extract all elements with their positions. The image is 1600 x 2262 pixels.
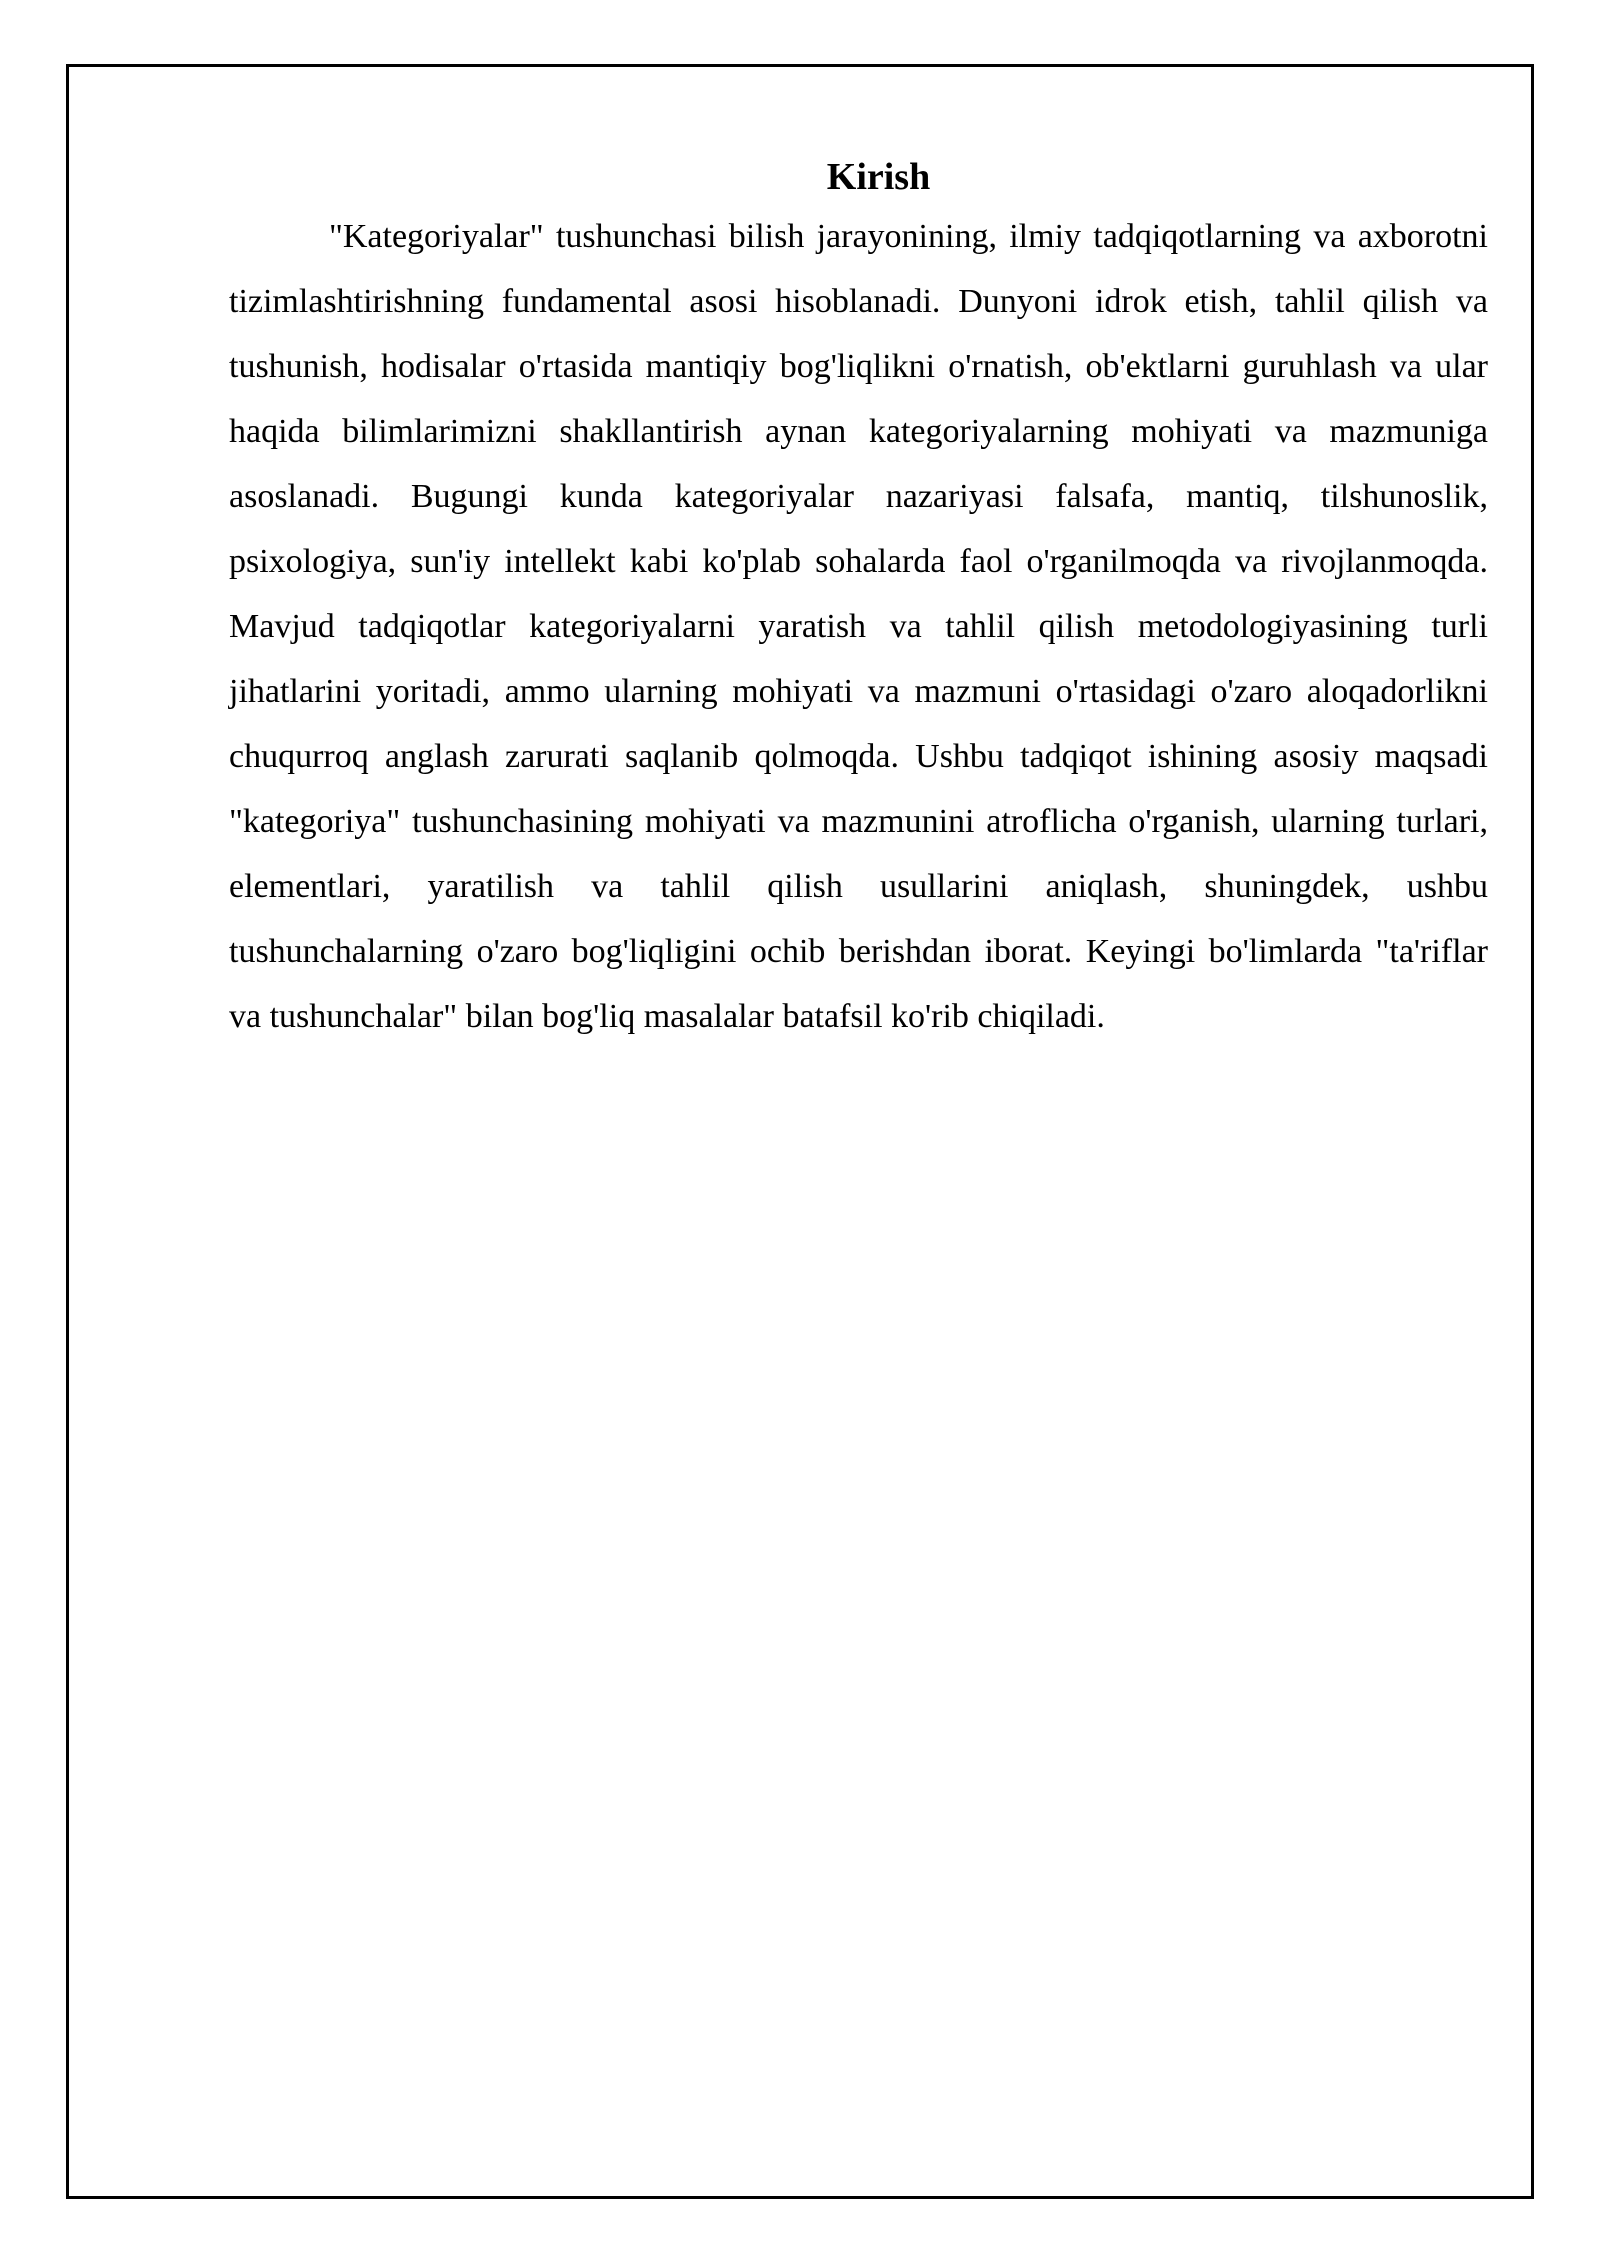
intro-paragraph: "Kategoriyalar" tushunchasi bilish jarayonining, ilmiy tadqiqotlarning va axborotni tizimlashtirishning fundamental asosi hisoblanadi. Dunyoni idrok etish, tahlil qilish va tushunish, hodisalar o'rtasida mantiqiy bog'liqlikni o'rnatish, ob'ektlarni guruhlash va ular haqida bilimlarimizni shakllantirish aynan kategoriyalarning mohiyati va mazmuniga asoslanadi. Bugungi kunda kategoriyalar nazariyasi falsafa, mantiq, tilshunoslik, psixologiya, sun'iy intellekt kabi ko'plab sohalarda faol o'rganilmoqda va rivojlanmoqda. Mavjud tadqiqotlar kategoriyalarni yaratish va tahlil qilish metodologiyasining turli jihatlarini yoritadi, ammo ularning mohiyati va mazmuni o'rtasidagi o'zaro aloqadorlikni chuqurroq anglash zarurati saqlanib qolmoqda. Ushbu tadqiqot ishining asosiy maqsadi "kategoriya" tushunchasining mohiyati va mazmunini atroflicha o'rganish, ularning turlari, elementlari, yaratilish va tahlil qilish usullarini aniqlash, shuningdek, ushbu tushunchalarning o'zaro bog'liqligini ochib berishdan iborat. Keyingi bo'limlarda "ta'riflar va tushunchalar" bilan bog'liq masalalar batafsil ko'rib chiqiladi. <box>229 218 1488 1035</box>
document-heading: Kirish <box>826 156 931 198</box>
document-body <box>229 150 1488 1049</box>
